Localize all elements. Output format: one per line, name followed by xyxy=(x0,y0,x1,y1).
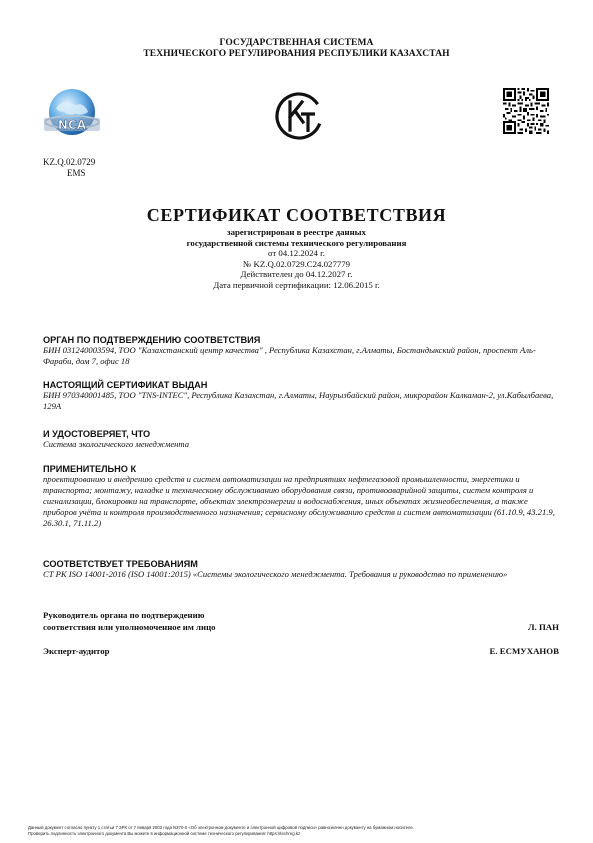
valid-until: Действителен до 04.12.2027 г. xyxy=(240,269,353,279)
section-applies xyxy=(43,464,559,529)
section-certifies-text: Система экологического менеджмента xyxy=(43,439,190,449)
section-organ xyxy=(43,335,559,367)
section-certifies-heading: И УДОСТОВЕРЯЕТ, ЧТО xyxy=(43,429,151,439)
section-certifies xyxy=(43,429,559,450)
qr-code-icon xyxy=(503,88,549,134)
head-label-line-2: соответствия или уполномоченное им лицо xyxy=(43,621,216,632)
section-issued-heading: НАСТОЯЩИЙ СЕРТИФИКАТ ВЫДАН xyxy=(43,380,208,390)
head-signature-block xyxy=(43,610,559,633)
section-complies-heading: СООТВЕТСТВУЕТ ТРЕБОВАНИЯМ xyxy=(43,559,198,569)
section-applies-heading: ПРИМЕНИТЕЛЬНО К xyxy=(43,464,137,474)
registration-block xyxy=(43,157,95,179)
subtitle-line-1: зарегистрирован в реестре данных xyxy=(227,227,366,237)
nca-logo-text: NCA xyxy=(57,118,87,132)
section-complies xyxy=(43,559,559,580)
legal-footer xyxy=(28,825,568,836)
section-organ-heading: ОРГАН ПО ПОДТВЕРЖДЕНИЮ СООТВЕТСТВИЯ xyxy=(43,335,261,345)
section-issued xyxy=(43,380,559,412)
certificate-number: № KZ.Q.02.0729.С24.027779 xyxy=(242,258,351,269)
certificate-title: СЕРТИФИКАТ СООТВЕТСТВИЯ xyxy=(146,205,447,225)
subtitle-line-2: государственной системы технического регулирования xyxy=(186,237,407,248)
header-line-2: ТЕХНИЧЕСКОГО РЕГУЛИРОВАНИЯ РЕСПУБЛИКИ КАЗАХСТАН xyxy=(143,49,450,59)
head-name: Л. ПАН xyxy=(528,621,559,632)
expert-label: Эксперт-аудитор xyxy=(43,646,110,656)
registration-number: KZ.Q.02.0729 xyxy=(43,157,96,167)
expert-signature-block xyxy=(43,646,559,658)
section-applies-text: проектированию и внедрению средств и систем автоматизации на предприятиях нефтегазовой промышленности, энергетики и транспорта; монтажу, наладке и техническому обслуживанию оборудования связи, противоаварийной защиты, систем контроля и сигнализации, блокировки на транспорте, объектах электроэнергии и водоснабжения, иных объектах жизнеобеспечения, а также приборов учёта и контроля производственного назначения; сервисному обслуживанию средств и систем автоматизации (61.10.9, 43.21.9, 26.30.1, 71.11.2) xyxy=(43,474,555,528)
section-issued-text: БИН 970340001485, ТОО "TNS-INTEC", Республика Казахстан, г.Алматы, Наурызбайский район, микрорайон Калкаман-2, ул.Кабылбаева, 129А xyxy=(43,390,554,411)
subtitle-date: от 04.12.2024 г. xyxy=(268,248,325,258)
certificate-subtitle xyxy=(0,227,593,290)
registration-system: EMS xyxy=(67,168,86,178)
nca-globe-logo xyxy=(40,84,104,148)
footer-line-2: Проверить подлинность электронного документа Вы можете в информационной системе технического регулирования: https://techreg.kz xyxy=(28,830,301,836)
section-organ-text: БИН 031240003594, ТОО "Казахстанский центр качества" , Республика Казахстан, г.Алматы, Бостандыкский район, проспект Аль-Фараби, дом 7, офис 18 xyxy=(43,345,536,366)
expert-name: Е. ЕСМУХАНОВ xyxy=(489,646,559,656)
header-line-1: ГОСУДАРСТВЕННАЯ СИСТЕМА xyxy=(219,38,374,48)
section-complies-text: СТ РК ISO 14001-2016 (ISO 14001:2015) «Системы экологического менеджмента. Требования и руководство по применению» xyxy=(43,569,508,579)
head-label-line-1: Руководитель органа по подтверждению xyxy=(43,610,205,620)
document-header xyxy=(0,38,593,60)
first-certification-date: Дата первичной сертификации: 12.06.2015 г. xyxy=(213,279,380,290)
footer-line-1: Данный документ согласно пункту 1 статьи 7 ЗРК от 7 января 2003 года N370-II «Об электронном документе и электронной цифровой подписи» равнозначен документу на бумажном носителе. xyxy=(28,825,414,830)
kz-conformity-mark-icon xyxy=(273,90,325,142)
